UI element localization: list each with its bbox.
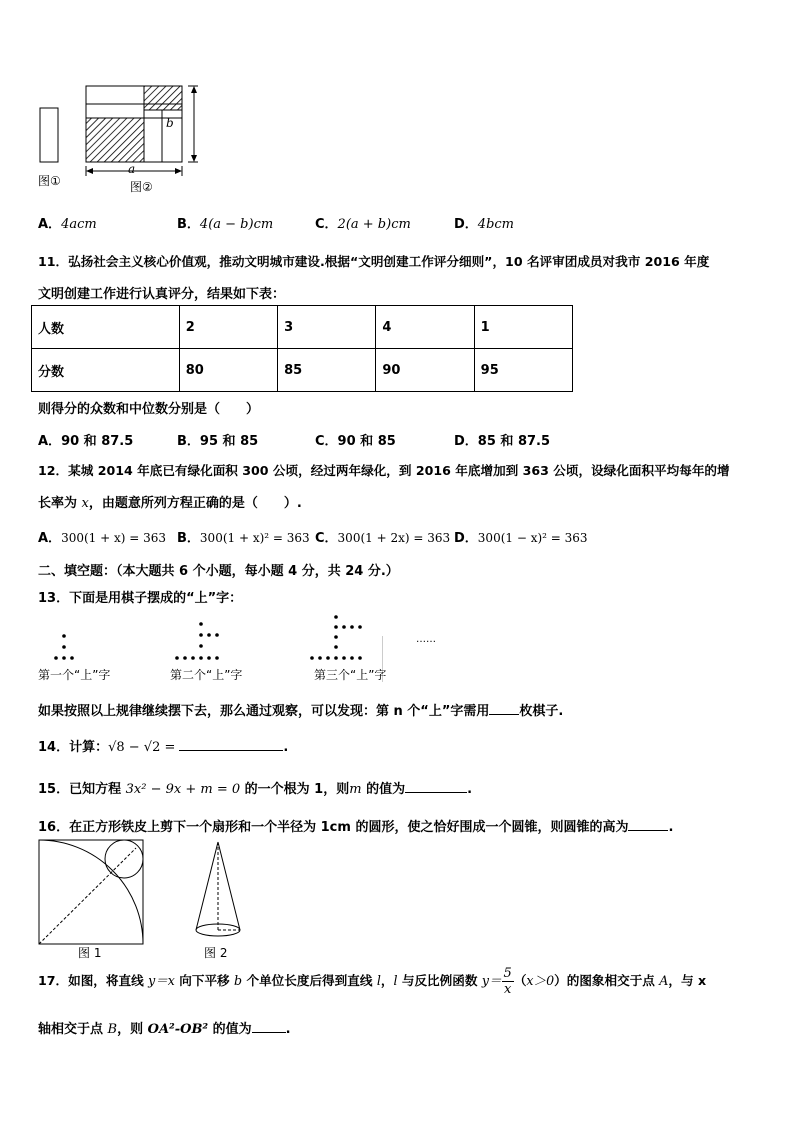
q12-option-d: D．300(1 − x)² = 363 (454, 531, 588, 546)
table-cell: 人数 (32, 306, 180, 349)
hatched-region-top (144, 86, 182, 110)
hatched-region-bottom (86, 118, 144, 162)
q16-stem: 16．在正方形铁皮上剪下一个扇形和一个半径为 1cm 的圆形，使之恰好围成一个圆锥，则圆锥的高为 . (38, 820, 674, 835)
table-cell: 3 (278, 306, 376, 349)
table-cell: 95 (474, 349, 572, 392)
pattern-1 (54, 634, 74, 660)
q11-option-b: B．95 和 85 (177, 434, 259, 449)
fig1-caption: 图 1 (78, 946, 102, 960)
q12-option-a: A．300(1 + x) = 363 (38, 531, 167, 546)
table-cell: 85 (278, 349, 376, 392)
q16-figures (36, 836, 266, 948)
pattern-2 (175, 622, 219, 660)
table-row (32, 306, 573, 349)
q12-option-b: B．300(1 + x)² = 363 (177, 531, 310, 546)
caption-2: 第二个“上”字 (170, 668, 243, 682)
table-cell: 80 (179, 349, 277, 392)
figure-2-caption: 图② (130, 180, 153, 194)
table-cell: 4 (376, 306, 474, 349)
q12-option-c: C．300(1 + 2x) = 363 (315, 531, 451, 546)
table-cell: 90 (376, 349, 474, 392)
section-heading: 二、填空题：（本大题共 6 个小题，每小题 4 分，共 24 分.） (38, 564, 399, 579)
q11-stem-line2: 文明创建工作进行认真评分，结果如下表： (38, 287, 286, 302)
q11-option-d: D．85 和 87.5 (454, 434, 551, 449)
ellipsis: …… (416, 634, 436, 645)
figure-1-caption: 图① (38, 174, 61, 188)
table-row (32, 349, 573, 392)
q14: 14．计算：√8 − √2 = . (38, 740, 289, 755)
q13-question: 如果按照以上规律继续摆下去，那么通过观察，可以发现：第 n 个“上”字需用 枚棋子. (38, 704, 564, 719)
table-cell: 2 (179, 306, 277, 349)
table-cell: 分数 (32, 349, 180, 392)
label-b: b (166, 116, 174, 130)
q12-stem-line1: 12．某城 2014 年底已有绿化面积 300 公顷，经过两年绿化，到 2016 年底增加到 363 公顷，设绿化面积平均每年的增 (38, 463, 730, 478)
label-a: a (128, 162, 136, 176)
q17-line2: 轴相交于点 B，则 OA²-OB² 的值为 . (38, 1022, 291, 1037)
q10-option-d: D．4bcm (454, 217, 514, 232)
q13-stem: 13．下面是用棋子摆成的“上”字： (38, 591, 243, 606)
small-rectangle (40, 108, 58, 162)
q10-option-a: A．4acm (38, 217, 97, 232)
q12-stem-line2: 长率为 x，由题意所列方程正确的是（ ）. (38, 496, 302, 511)
caption-3: 第三个“上”字 (314, 668, 387, 682)
caption-1: 第一个“上”字 (38, 668, 111, 682)
q11-option-a: A．90 和 87.5 (38, 434, 134, 449)
q11-question: 则得分的众数和中位数分别是（ ） (38, 402, 260, 417)
q11-stem-line1: 11．弘扬社会主义核心价值观，推动文明城市建设.根据“文明创建工作评分细则”，10 名评审团成员对我市 2016 年度 (38, 254, 710, 269)
q10-option-c: C．2(a + b)cm (315, 217, 411, 232)
fraction: $\frac{5}{x}$ (503, 966, 512, 997)
q15: 15．已知方程 3x² − 9x + m = 0 的一个根为 1，则m 的值为 . (38, 782, 473, 797)
fig2-caption: 图 2 (204, 946, 228, 960)
q11-option-c: C．90 和 85 (315, 434, 396, 449)
pattern-3 (310, 615, 362, 660)
score-table (31, 305, 573, 392)
table-cell: 1 (474, 306, 572, 349)
q10-option-b: B．4(a − b)cm (177, 217, 274, 232)
q17-line1: 17．如图，将直线 y＝x 向下平移 b 个单位长度后得到直线 l，l 与反比例函数 y＝ $\frac{5}{x}$ （x＞0）的图象相交于点 A，与 x (38, 966, 707, 997)
